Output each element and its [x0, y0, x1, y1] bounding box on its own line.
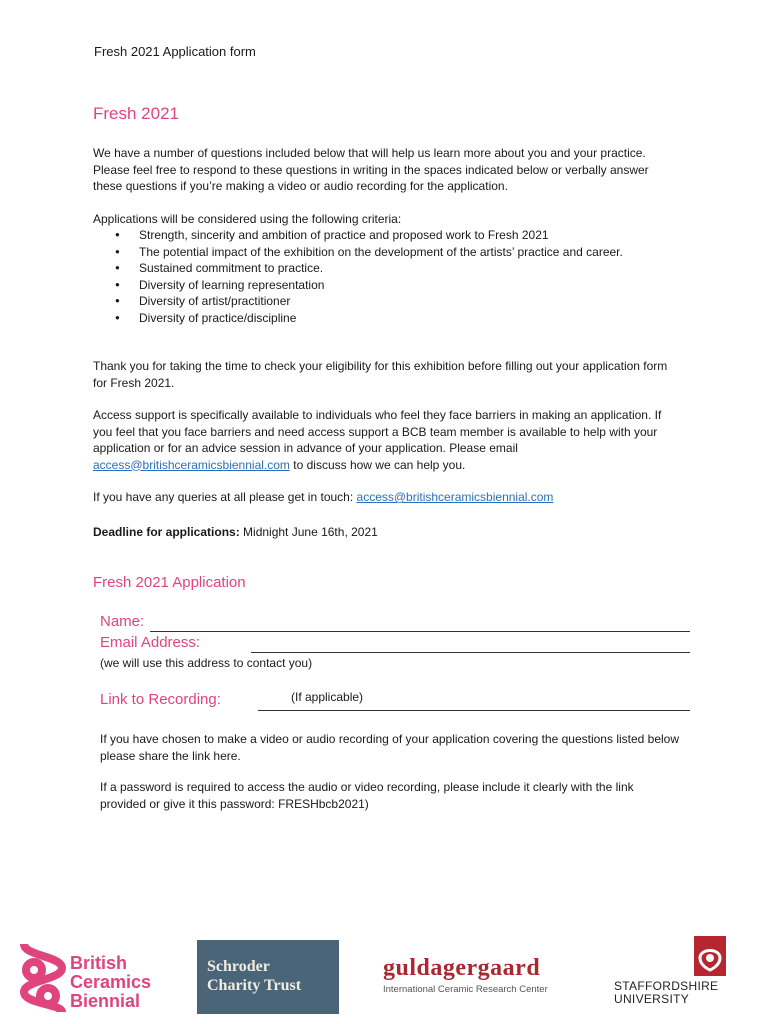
email-label: Email Address:	[100, 634, 201, 651]
deadline-paragraph	[93, 524, 673, 541]
intro-paragraph: We have a number of questions included below that will help us learn more about you and your practice. Please feel free to respond to these questions in writing in the spaces indicated below or verbally answer these questions if you’re making a video or audio recording for the application.	[93, 146, 649, 193]
access-text: Access support is specifically available to individuals who feel they face barriers in making an application. If you feel that you face barriers and need access support a BCB team member is available to help with your application or for an advice session in advance of your application. Please email	[93, 408, 662, 455]
recording-label: Link to Recording:	[100, 691, 221, 708]
access-email-link[interactable]: access@britishceramicsbiennial.com	[93, 457, 290, 472]
form-heading: Fresh 2021 Application	[93, 574, 246, 591]
access-paragraph	[93, 407, 673, 473]
criteria-item: ● Sustained commitment to practice.	[93, 260, 653, 277]
deadline-label: Deadline for applications:	[93, 525, 240, 539]
recording-hint: (If applicable)	[291, 690, 364, 704]
criteria-item: ● Diversity of learning representation	[93, 277, 653, 294]
criteria-item: ● The potential impact of the exhibition on the development of the artists’ practice and career.	[93, 244, 653, 261]
staffordshire-line-2: UNIVERSITY	[614, 992, 690, 1006]
criteria-list	[93, 227, 653, 326]
criteria-intro: Applications will be considered using the following criteria:	[93, 212, 402, 226]
document-header: Fresh 2021 Application form	[94, 44, 256, 59]
guldagergaard-name: guldagergaard	[383, 955, 541, 981]
criteria-item: ● Diversity of practice/discipline	[93, 310, 653, 327]
schroder-line-2: Charity Trust	[207, 977, 302, 994]
email-field[interactable]	[251, 652, 690, 653]
recording-note: If you have chosen to make a video or audio recording of your application covering the questions listed below please share the link here.	[100, 732, 680, 763]
access-suffix: to discuss how we can help you.	[289, 457, 466, 472]
guldagergaard-sub: International Ceramic Research Center	[383, 984, 548, 995]
intro-heading: Fresh 2021	[93, 104, 179, 123]
bcb-mark-icon	[18, 940, 72, 1016]
schroder-line-1: Schroder	[207, 958, 270, 975]
staffordshire-line-1: STAFFORDSHIRE	[614, 979, 719, 993]
name-field[interactable]	[150, 631, 690, 632]
name-label: Name:	[100, 613, 145, 630]
guldagergaard-logo	[383, 955, 583, 1005]
recording-field[interactable]	[258, 710, 690, 711]
queries-paragraph	[93, 489, 673, 506]
schroder-logo	[197, 940, 339, 1014]
email-note: (we will use this address to contact you)	[100, 656, 313, 670]
criteria-item: ● Strength, sincerity and ambition of practice and proposed work to Fresh 2021	[93, 227, 653, 244]
criteria-item: ● Diversity of artist/practitioner	[93, 293, 653, 310]
bcb-word-1: British	[70, 953, 128, 973]
staffordshire-logo	[612, 936, 732, 1012]
queries-email-link[interactable]: access@britishceramicsbiennial.com	[356, 490, 554, 504]
bcb-logo	[18, 940, 178, 1016]
bcb-word-3: Biennial	[70, 991, 141, 1011]
deadline-value: Midnight June 16th, 2021	[239, 525, 378, 539]
staffordshire-crest-icon	[694, 936, 726, 976]
queries-text: If you have any queries at all please get in touch:	[93, 490, 357, 504]
bcb-word-2: Ceramics	[70, 972, 152, 992]
password-note: If a password is required to access the audio or video recording, please include it clearly with the link provided or give it this password: FRESHbcb2021)	[100, 780, 634, 811]
eligibility-paragraph: Thank you for taking the time to check your eligibility for this exhibition before filling out your application form for Fresh 2021.	[93, 359, 668, 390]
